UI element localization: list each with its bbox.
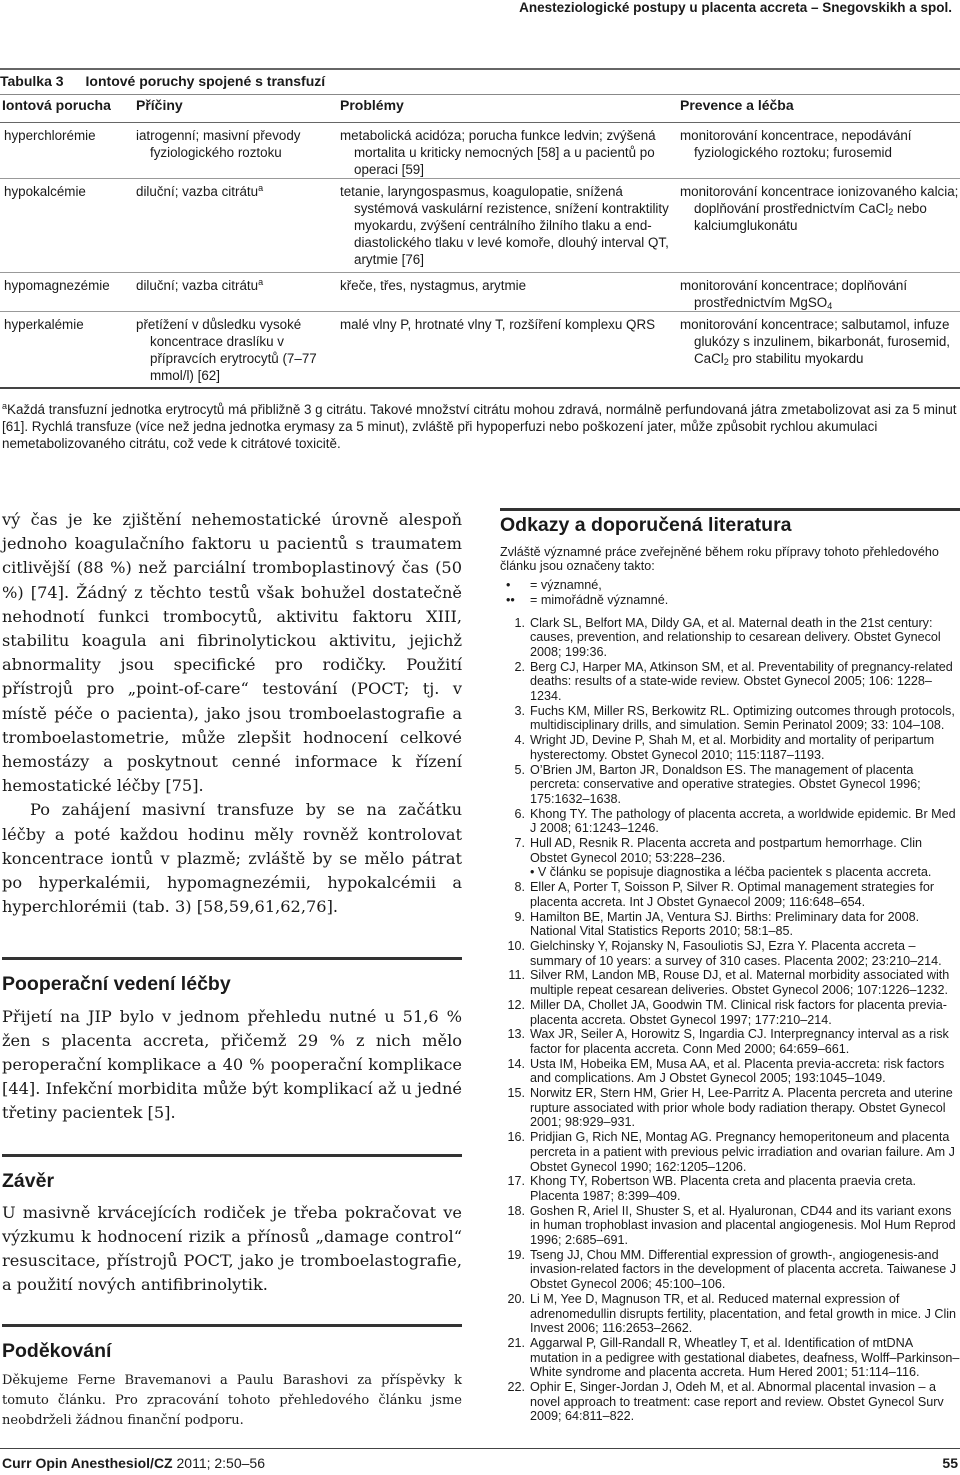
reference-number: 2. (514, 659, 525, 674)
reference-number: 6. (514, 806, 525, 821)
reference-number: 16. (507, 1130, 525, 1145)
section-heading-acknowledgement: Poděkování (2, 1324, 462, 1363)
reference-text: Hull AD, Resnik R. Placenta accreta and postpartum hemorrhage. Clin Obstet Gynecol 2010; 53:228–236. (530, 836, 922, 865)
reference-item (500, 1292, 960, 1336)
reference-number: 4. (514, 733, 525, 748)
reference-text: Wright JD, Devine P, Shah M, et al. Morbidity and mortality of peripartum hysterectomy. Obstet Gynecol 2010; 115:1187–1193. (530, 733, 935, 762)
reference-item (500, 998, 960, 1027)
reference-number: 10. (507, 938, 525, 953)
cell-disorder: hypokalcémie (4, 184, 86, 199)
reference-number: 5. (514, 762, 525, 777)
reference-number: 19. (507, 1247, 525, 1262)
running-head: Anesteziologické postupy u placenta accreta – Snegovskikh a spol. (519, 0, 952, 15)
body-paragraph: Přijetí na JIP bylo v jednom přehledu nutné u 51,6 % žen s placenta accreta, přičemž 29 % z nich mělo peroperační komplikace a 40 % pooperační komplikace [44]. Infekční morbidita může být komplikací až u jedné třetiny pacientek [5]. (2, 1006, 462, 1123)
cell-disorder: hypomagnezémie (4, 278, 110, 293)
cell-cause: iatrogenní; masivní převody fyziologického roztoku (136, 128, 301, 160)
reference-text: Norwitz ER, Stern HM, Grier H, Lee-Parritz A. Placenta percreta and uterine rupture associated with prior whole body radiation therapy. Obstet Gynecol 2001; 98:929–931. (530, 1086, 953, 1130)
reference-text: Khong TY, Robertson WB. Placenta creta and placenta praevia creta. Placenta 1987; 8:399–409. (530, 1174, 916, 1203)
reference-number: 17. (507, 1174, 525, 1189)
reference-item (500, 807, 960, 836)
reference-text: Goshen R, Ariel II, Shuster S, et al. Hyaluronan, CD44 and its variant exons in human trophoblast invasion and placental angiogenesis. Mol Hum Reprod 1996; 2:685–691. (530, 1203, 956, 1248)
reference-text: Silver RM, Landon MB, Rouse DJ, et al. Maternal morbidity associated with multiple repeat cesarean deliveries. Obstet Gynecol 2006; 107:1226–1232. (530, 968, 950, 998)
reference-number: 15. (507, 1086, 525, 1101)
reference-item (500, 1248, 960, 1292)
reference-number: 12. (507, 997, 525, 1012)
body-paragraph: vý čas je ke zjištění nehemostatické úrovně alespoň jednoho koagulačního faktoru u pacientů s traumatem citlivější (88 %) než parciální tromboplastinový čas (50 %) [74]. Žádný z těchto testů však bohužel dostatečně nehodnotí funkci trombocytů, aktivitu faktoru XIII, stabilitu koagula ani fibrinolytickou aktivitu, jejichž abnormality jsou specifické pro rodičky. Použití přístrojů pro „point-of-care“ testování (POCT; tj. v místě péče o pacienta), jako jsou tromboelastografie a tromboelastometrie, může zlepšit hodnocení celkové hemostázy a poskytnout cenné informace k řízení hemostatické léčby [75]. (2, 510, 462, 796)
reference-text: Usta IM, Hobeika EM, Musa AA, et al. Placenta previa-accreta: risk factors and complications. Am J Obstet Gynecol 2005; 193:1045–1049. (530, 1056, 945, 1086)
body-paragraph: U masivně krvácejících rodiček je třeba pokračovat ve výzkumu k hodnocení rizik a přínosů „damage control“ resuscitace, přístrojů POCT, jako je tromboelastografie, a použití nových antifibrinolytik. (2, 1202, 462, 1295)
table-caption (0, 68, 960, 95)
cell-problems: křeče, třes, nystagmus, arytmie (340, 278, 527, 293)
reference-text: Li M, Yee D, Magnuson TR, et al. Reduced maternal expression of adrenomedullin disrupts fertility, placentation, and fetal growth in mice. J Clin Invest 2006; 116:2653–2662. (530, 1291, 957, 1336)
references-heading: Odkazy a doporučená literatura (500, 508, 960, 533)
bullet-mark: • (506, 578, 511, 593)
reference-number: 3. (514, 703, 525, 718)
reference-item (500, 763, 960, 807)
reference-number: 13. (507, 1027, 525, 1042)
section-heading-postop: Pooperační vedení léčby (2, 957, 462, 996)
reference-text: Wax JR, Seiler A, Horowitz S, Ingardia CJ. Interpregnancy interval as a risk factor for placenta accreta. Conn Med 2000; 64:659–661. (530, 1027, 949, 1056)
cell-cause: přetížení v důsledku vysoké koncentrace draslíku v přípravcích erytrocytů (7–77 mmol/l) [62] (136, 317, 317, 383)
legend-item: • = významné, (506, 578, 602, 593)
cell-prevention: monitorování koncentrace; salbutamol, infuze glukózy s inzulinem, bikarbonát, furosemid, CaCl$_2$ pro stabilitu myokardu (680, 317, 951, 367)
reference-annotation: • V článku se popisuje diagnostika a léčba pacientek s placenta accreta. (530, 865, 932, 880)
reference-text: O’Brien JM, Barton JR, Donaldson ES. The management of placenta percreta: conservative and operative strategies. Obstet Gynecol 1996; 175:1632–1638. (530, 762, 921, 806)
reference-number: 1. (514, 615, 525, 630)
table-row (0, 312, 960, 389)
cell-disorder: hyperkalémie (4, 317, 84, 332)
reference-item (500, 1130, 960, 1174)
body-paragraph: Po zahájení masivní transfuze by se na začátku léčby a poté každou hodinu měly rovněž kontrolovat koncentrace iontů v plazmě; zvláště by se mělo pátrat po hyperkalémii, hypomagnezémii, hypokalcémii a hyperchlorémii (tab. 3) [58,59,61,62,76]. (2, 800, 462, 917)
table-header-disorder: Iontová porucha (2, 97, 111, 113)
reference-text: Aggarwal P, Gill-Randall R, Wheatley T, et al. Identification of mtDNA mutation in a pedigree with gestational diabetes, deafness, Wolff–Parkinson–White syndrome and placenta accreta. Hum Hered 2001; 51:114–116. (530, 1335, 960, 1380)
reference-text: Pridjian G, Rich NE, Montag AG. Pregnancy hemoperitoneum and placenta percreta in a patient with previous pelvic irradiation and ovarian failure. Am J Obstet Gynecol 1990; 162:1205–1206. (530, 1130, 955, 1174)
reference-text: Khong TY. The pathology of placenta accreta, a worldwide epidemic. Br Med J 2008; 61:1243–1246. (530, 806, 956, 836)
reference-number: 11. (508, 968, 525, 983)
legend-item: •• = mimořádně významné. (506, 592, 669, 607)
cell-problems: tetanie, laryngospasmus, koagulopatie, snížená systémová vaskulární rezistence, snížení kontraktility myokardu, zvýšení centrálního žilního tlaku a end-diastolického tlaku v levé komoře, dlouhý interval QT, arytmie [76] (340, 184, 669, 267)
reference-text: Fuchs KM, Miller RS, Berkowitz RL. Optimizing outcomes through protocols, multidisciplinary drills, and simulation. Semin Perinatol 2009; 33: 104–108. (530, 703, 955, 733)
cell-cause: diluční; vazba citrátu$^a$ (136, 277, 264, 293)
reference-number: 14. (507, 1056, 525, 1071)
reference-item (500, 616, 960, 660)
cell-prevention: monitorování koncentrace, nepodávání fyziologického roztoku; furosemid (680, 128, 912, 160)
reference-number: 9. (514, 909, 525, 924)
reference-item (500, 704, 960, 733)
reference-number: 7. (514, 836, 525, 851)
table-header-causes: Příčiny (136, 97, 183, 113)
reference-item (500, 1086, 960, 1130)
reference-list (500, 616, 960, 1425)
left-column (2, 508, 462, 1431)
right-column (500, 508, 960, 1424)
bullet-mark: •• (506, 592, 515, 607)
reference-item (500, 1027, 960, 1056)
reference-text: Berg CJ, Harper MA, Atkinson SM, et al. Preventability of pregnancy-related deaths: results of a state-wide review. Obstet Gynecol 2005; 106: 1228–1234. (530, 659, 953, 704)
cell-problems: malé vlny P, hrotnaté vlny T, rozšíření komplexu QRS (340, 317, 656, 332)
reference-item (500, 1174, 960, 1203)
reference-text: Tseng JJ, Chou MM. Differential expression of growth-, angiogenesis-and invasion-related factors in the development of placenta accreta. Taiwanese J Obstet Gynecol 2006; 45:100–106. (530, 1247, 957, 1292)
reference-number: 20. (507, 1291, 525, 1306)
cell-prevention: monitorování koncentrace ionizovaného kalcia; doplňování prostřednictvím CaCl$_2$ nebo kalciumglukonátu (680, 184, 959, 233)
reference-number: 8. (514, 880, 525, 895)
reference-item (500, 880, 960, 909)
reference-item (500, 733, 960, 762)
table-header-row (0, 95, 960, 123)
reference-text: Eller A, Porter T, Soisson P, Silver R. Optimal management strategies for placenta accreta. Int J Obstet Gynaecol 2009; 116:648–654. (530, 880, 935, 909)
table-row (0, 179, 960, 273)
ion-disorders-table (0, 68, 960, 389)
reference-text: Hamilton BE, Martin JA, Ventura SJ. Births: Preliminary data for 2008. National Vital Statistics Reports 2010; 58:1–85. (530, 909, 920, 939)
section-heading-conclusion: Závěr (2, 1154, 462, 1193)
page-number: 55 (942, 1455, 958, 1471)
reference-number: 21. (507, 1335, 525, 1350)
cell-cause: diluční; vazba citrátu$^a$ (136, 183, 264, 199)
reference-item (500, 1057, 960, 1086)
reference-item (500, 836, 960, 880)
reference-item (500, 968, 960, 997)
table-header-problems: Problémy (340, 97, 404, 113)
table-header-prevention: Prevence a léčba (680, 97, 794, 113)
reference-item (500, 1204, 960, 1248)
cell-disorder: hyperchlorémie (4, 128, 96, 143)
table-footnote: $^a$Každá transfuzní jednotka erytrocytů má přibližně 3 g citrátu. Takové množství citrátu mohou zdravá, normálně perfundovaná játra zmetabolizovat asi za 5 minut [61]. Rychlá transfuze (více než jedna jednotka erymasy za 5 minut), zvláště při hypoperfuzi nebo poškození jater, může způsobit rychlou akumulaci nemetabolizovaného citrátu, což vede k citrátové toxicitě. (2, 401, 957, 451)
cell-problems: metabolická acidóza; porucha funkce ledvin; zvýšená mortalita u kriticky nemocných [58] a u pacientů po operaci [59] (340, 128, 656, 177)
reference-text: Miller DA, Chollet JA, Goodwin TM. Clinical risk factors for placenta previa-placenta accreta. Obstet Gynecol 1997; 177:210–214. (530, 997, 947, 1027)
footer-rule (0, 1448, 960, 1449)
reference-number: 22. (507, 1380, 525, 1395)
cell-prevention: monitorování koncentrace; doplňování prostřednictvím MgSO$_4$ (680, 278, 908, 311)
table-row (0, 123, 960, 179)
table-row (0, 273, 960, 312)
acknowledgement-paragraph: Děkujeme Ferne Bravemanovi a Paulu Barashovi za příspěvky k tomuto článku. Pro zpracování tohoto přehledového článku jsme neobdrželi žádnou finanční podporu. (2, 1372, 462, 1428)
reference-text: Ophir E, Singer-Jordan J, Odeh M, et al. Abnormal placental invasion – a novel approach to treatment: case report and review. Obstet Gynecol Surv 2009; 64:811–822. (530, 1380, 944, 1424)
table-label: Tabulka 3 (0, 73, 64, 89)
table-title: Iontové poruchy spojené s transfuzí (85, 73, 326, 89)
reference-item (500, 910, 960, 939)
references-intro: Zvláště významné práce zveřejněné během roku přípravy tohoto přehledového článku jsou označeny takto: (500, 544, 939, 574)
journal-footer: Curr Opin Anesthesiol/CZ 2011; 2:50–56 (2, 1455, 265, 1471)
reference-item (500, 1380, 960, 1424)
reference-item (500, 1336, 960, 1380)
reference-item (500, 939, 960, 968)
reference-item (500, 660, 960, 704)
reference-text: Gielchinsky Y, Rojansky N, Fasouliotis SJ, Ezra Y. Placenta accreta – summary of 10 years: a survey of 310 cases. Placenta 2002; 23:210–214. (530, 938, 942, 968)
reference-number: 18. (507, 1203, 525, 1218)
reference-text: Clark SL, Belfort MA, Dildy GA, et al. Maternal death in the 21st century: causes, prevention, and relationship to cesarean delivery. Obstet Gynecol 2008; 199:36. (530, 615, 941, 659)
